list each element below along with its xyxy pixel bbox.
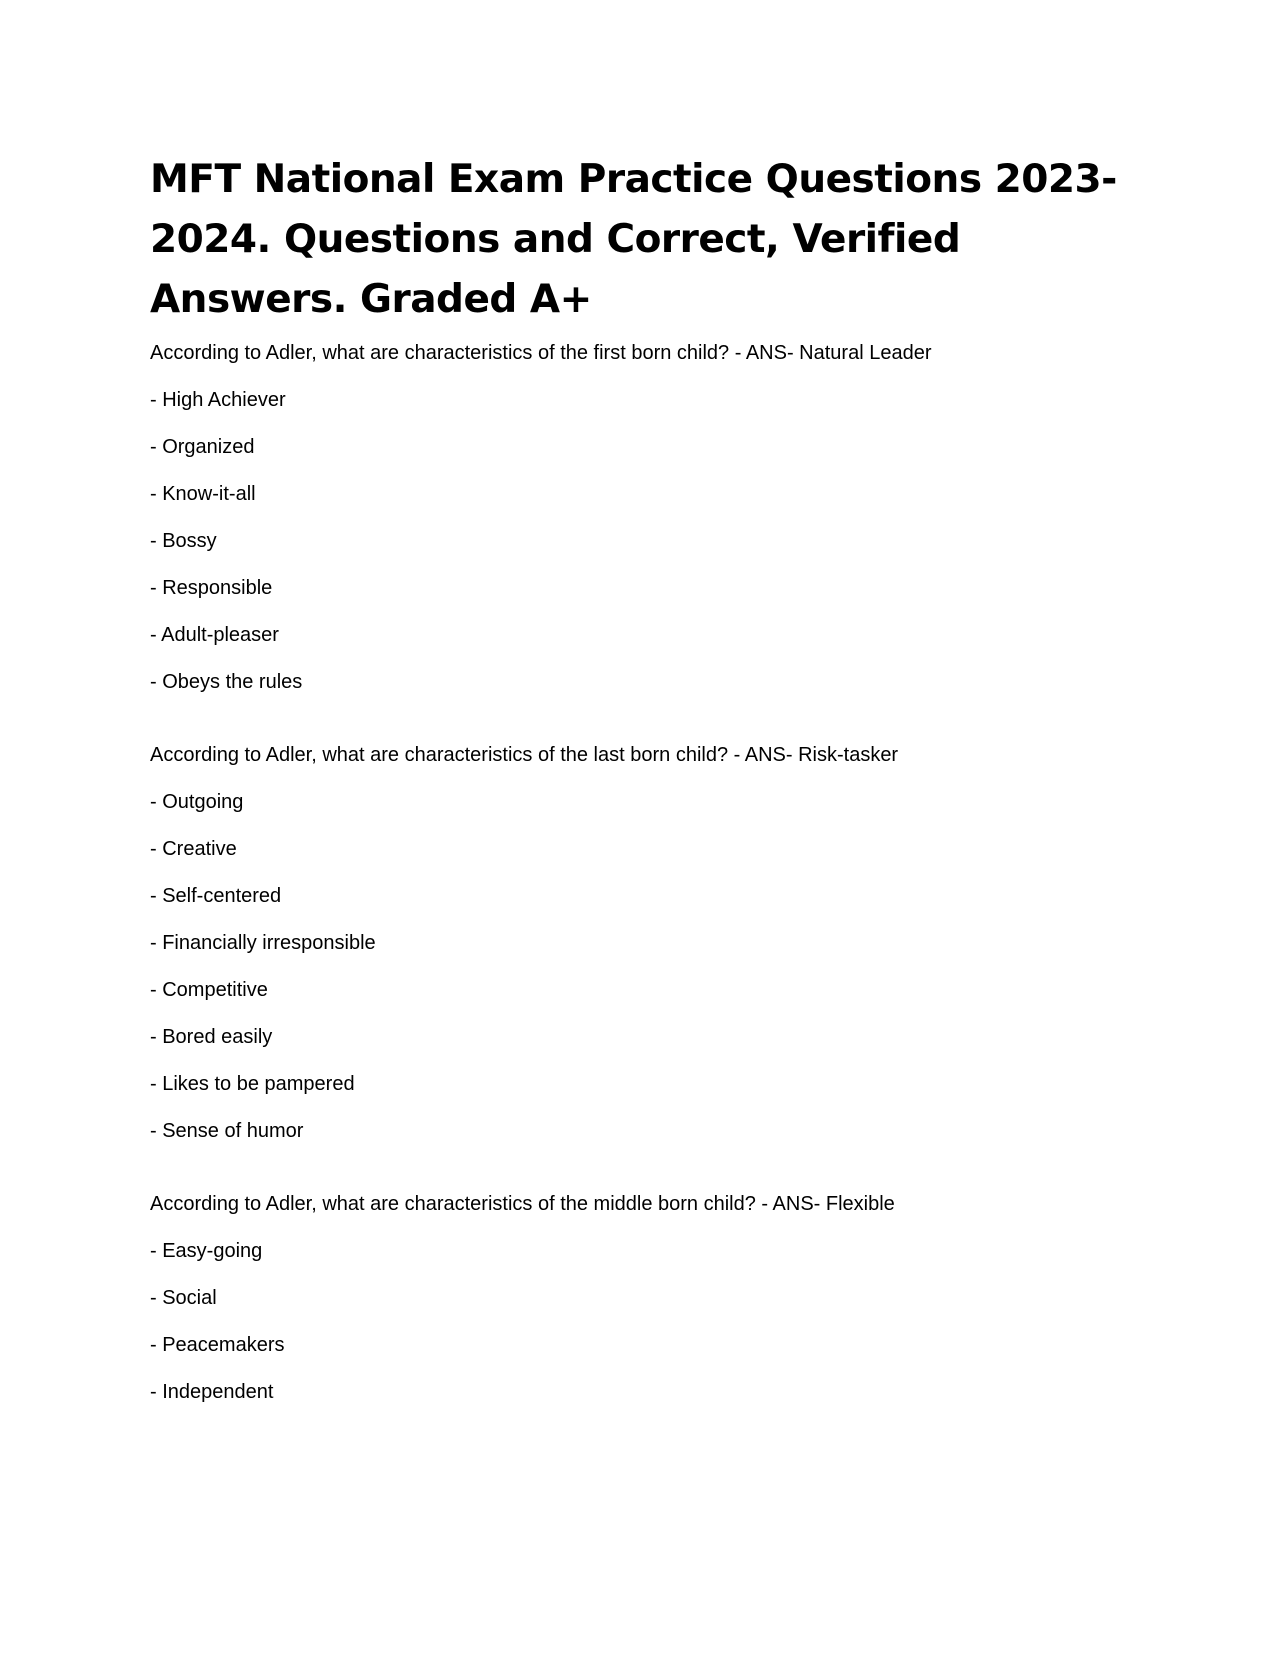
answer-bullet: - Independent [150,1381,274,1403]
document-page [150,150,1130,1452]
answer-bullet: - Bored easily [150,1026,273,1048]
answer-bullet: - Outgoing [150,791,244,813]
answer-bullet: - High Achiever [150,389,286,411]
answer-bullet: - Bossy [150,530,217,552]
answer-bullet: - Obeys the rules [150,671,303,693]
answer-bullet: - Likes to be pampered [150,1073,355,1095]
question-answer-line: According to Adler, what are characteristics of the last born child? - ANS- Risk-tasker [150,744,899,766]
answer-bullet: - Sense of humor [150,1120,304,1142]
answer-bullet: - Competitive [150,979,268,1001]
answer-bullet: - Responsible [150,577,273,599]
question-answer-line: According to Adler, what are characteristics of the middle born child? - ANS- Flexible [150,1193,895,1215]
answer-bullet: - Self-centered [150,885,282,907]
document-title: MFT National Exam Practice Questions 2023-2024. Questions and Correct, Verified Answers. Graded A+ [150,157,1117,322]
answer-bullet: - Financially irresponsible [150,932,376,954]
answer-bullet: - Creative [150,838,237,860]
answer-bullet: - Adult-pleaser [150,624,279,646]
qa-item-middle-born [150,1191,1130,1406]
answer-bullet: - Social [150,1287,217,1309]
qa-item-first-born [150,340,1130,696]
answer-bullet: - Know-it-all [150,483,256,505]
qa-item-last-born [150,742,1130,1145]
question-answer-line: According to Adler, what are characteristics of the first born child? - ANS- Natural Leader [150,342,932,364]
answer-bullet: - Easy-going [150,1240,263,1262]
answer-bullet: - Peacemakers [150,1334,285,1356]
answer-bullet: - Organized [150,436,255,458]
